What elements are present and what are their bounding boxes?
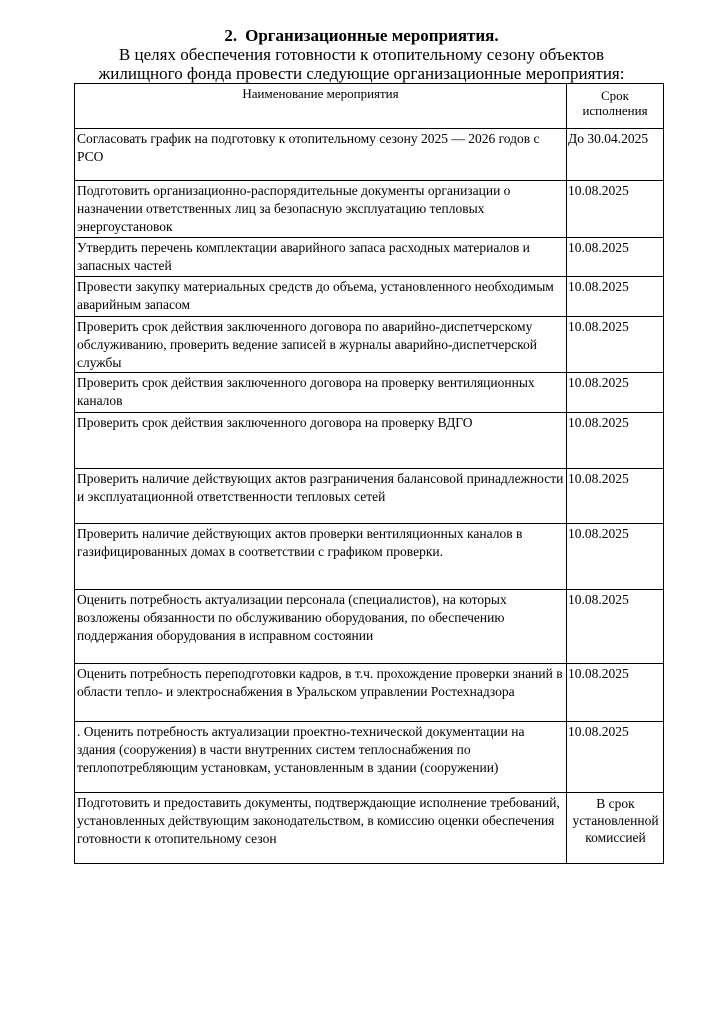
table-row [75, 317, 664, 373]
row-deadline: 10.08.2025 [567, 590, 664, 664]
row-name: Проверить срок действия заключенного договора на проверку вентиляционных каналов [75, 373, 567, 413]
header-deadline: Срок исполнения [567, 84, 664, 129]
row-name: Проверить срок действия заключенного договора на проверку ВДГО [75, 413, 567, 469]
row-name: Проверить наличие действующих актов разграничения балансовой принадлежности и эксплуатационной ответственности тепловых сетей [75, 469, 567, 524]
row-name: Подготовить и предоставить документы, подтверждающие исполнение требований, установленных действующим законодательством, в комиссию оценки обеспечения готовности к отопительному сезон [75, 793, 567, 864]
row-deadline: 10.08.2025 [567, 524, 664, 590]
table-header-row [75, 84, 664, 129]
row-deadline: 10.08.2025 [567, 317, 664, 373]
row-deadline: 10.08.2025 [567, 413, 664, 469]
row-name: Проверить наличие действующих актов проверки вентиляционных каналов в газифицированных домах в соответствии с графиком проверки. [75, 524, 567, 590]
row-deadline: 10.08.2025 [567, 469, 664, 524]
row-name: Утвердить перечень комплектации аварийного запаса расходных материалов и запасных частей [75, 238, 567, 277]
section-title-text: Организационные мероприятия. [245, 26, 499, 45]
table-row [75, 793, 664, 864]
row-deadline: 10.08.2025 [567, 181, 664, 238]
row-name: Оценить потребность актуализации персонала (специалистов), на которых возложены обязанности по обслуживанию оборудования, по обеспечению поддержания оборудования в исправном состоянии [75, 590, 567, 664]
row-deadline: 10.08.2025 [567, 722, 664, 793]
section-number: 2. [224, 26, 238, 45]
row-deadline: 10.08.2025 [567, 238, 664, 277]
table-row [75, 129, 664, 181]
table-row [75, 373, 664, 413]
row-deadline: В срок установленной комиссией [567, 793, 664, 864]
row-name: Согласовать график на подготовку к отопительному сезону 2025 — 2026 годов с РСО [75, 129, 567, 181]
table-row [75, 413, 664, 469]
section-title [0, 27, 723, 45]
row-name: Подготовить организационно-распорядительные документы организации о назначении ответственных лиц за безопасную эксплуатацию тепловых энергоустановок [75, 181, 567, 238]
intro-line-2: жилищного фонда провести следующие организационные мероприятия: [98, 64, 625, 83]
row-deadline: 10.08.2025 [567, 664, 664, 722]
table-row [75, 722, 664, 793]
measures-table [74, 83, 664, 864]
table-row [75, 590, 664, 664]
table-row [75, 181, 664, 238]
row-name: Оценить потребность переподготовки кадров, в т.ч. прохождение проверки знаний в области тепло- и электроснабжения в Уральском управлении Ростехнадзора [75, 664, 567, 722]
header-name: Наименование мероприятия [75, 84, 567, 129]
row-name: Провести закупку материальных средств до объема, установленного необходимым аварийным запасом [75, 277, 567, 317]
table-row [75, 524, 664, 590]
row-deadline: 10.08.2025 [567, 277, 664, 317]
row-deadline: 10.08.2025 [567, 373, 664, 413]
table-row [75, 277, 664, 317]
row-deadline: До 30.04.2025 [567, 129, 664, 181]
table-row [75, 469, 664, 524]
table-row [75, 238, 664, 277]
table-row [75, 664, 664, 722]
row-name: . Оценить потребность актуализации проектно-технической документации на здания (сооружения) в части внутренних систем теплоснабжения по теплопотребляющим установкам, установленным в здании (сооружении) [75, 722, 567, 793]
row-name: Проверить срок действия заключенного договора по аварийно-диспетчерскому обслуживанию, проверить ведение записей в журналы аварийно-диспетчерской службы [75, 317, 567, 373]
intro-line-1: В целях обеспечения готовности к отопительному сезону объектов [118, 45, 605, 64]
